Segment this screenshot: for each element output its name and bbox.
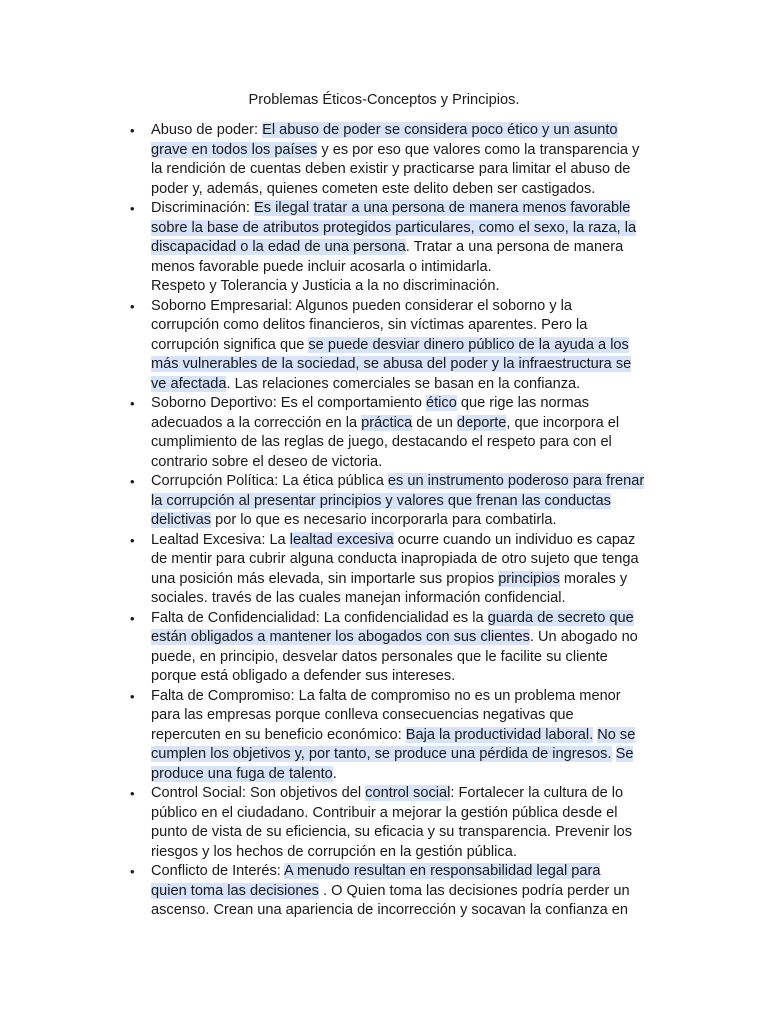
bullet-icon: •: [130, 688, 135, 704]
highlighted-text: El abuso de poder se considera poco ético y un asunto: [262, 122, 618, 138]
text-segment: Falta de Compromiso: La falta de compromiso no es un problema menor: [151, 687, 621, 704]
text-line: [151, 804, 670, 824]
text-segment: .: [332, 765, 337, 782]
text-line: [151, 823, 670, 843]
bullet-icon: •: [130, 396, 135, 411]
highlighted-text: deporte: [456, 414, 507, 431]
text-segment: . Las relaciones comerciales se basan en la confianza.: [226, 375, 581, 392]
list-item: [130, 297, 670, 395]
highlighted-text: están obligados a mantener los abogados con sus clientes: [151, 629, 530, 645]
text-segment: Control Social: Son objetivos del: [151, 785, 366, 801]
highlighted-text: sobre la base de atributos protegidos particulares, como el sexo, la raza, la: [151, 219, 637, 236]
text-line: [151, 336, 670, 356]
text-line: [151, 843, 670, 863]
text-segment: corrupción significa que: [151, 336, 309, 353]
text-segment: contrario sobre el deseo de victoria.: [151, 453, 383, 470]
list-item: [130, 472, 670, 531]
text-line: [151, 726, 670, 746]
text-segment: Lealtad Excesiva: La: [151, 531, 290, 548]
highlighted-text: quien toma las decisiones: [151, 882, 319, 899]
text-line: [151, 589, 670, 609]
list-item: [130, 394, 670, 472]
list-item: [130, 609, 670, 687]
text-line: [151, 706, 670, 726]
text-line: [151, 745, 670, 765]
text-segment: ocurre cuando un individuo es capaz: [393, 531, 636, 548]
text-line: [151, 414, 670, 434]
text-line: [151, 882, 670, 902]
text-segment: . Tratar a una persona de manera: [405, 239, 624, 255]
text-line: [151, 628, 670, 648]
highlighted-text: grave en todos los países: [151, 141, 318, 158]
text-segment: morales y: [559, 570, 628, 587]
text-line: [151, 784, 670, 804]
text-line: [151, 765, 670, 785]
highlighted-text: Se: [615, 746, 634, 762]
text-segment: . O Quien toma las decisiones podría perder un: [318, 882, 630, 899]
text-line: [151, 472, 670, 492]
bullet-icon: •: [130, 201, 135, 216]
list-item: [130, 862, 670, 921]
text-line: [151, 355, 670, 375]
highlighted-text: guarda de secreto que: [487, 609, 634, 626]
text-segment: de mentir para cubrir alguna conducta inapropiada de otro sujeto que tenga: [151, 551, 639, 567]
bullet-icon: •: [130, 786, 135, 801]
bullet-icon: •: [130, 474, 135, 489]
text-line: [151, 570, 670, 590]
text-line: [151, 160, 670, 180]
list-item: [130, 687, 670, 785]
highlighted-text: produce una fuga de talento: [151, 765, 333, 782]
bullet-icon: •: [130, 610, 135, 626]
text-segment: que rige las normas: [456, 395, 590, 411]
text-segment: porque está obligado a defender sus intereses.: [151, 668, 456, 684]
text-line: [151, 316, 670, 336]
text-segment: una posición más elevada, sin importarle sus propios: [151, 570, 499, 587]
text-line: [151, 180, 670, 200]
text-segment: público en el ciudadano. Contribuir a mejorar la gestión pública desde el: [151, 804, 618, 821]
text-segment: menos favorable puede incluir acosarla o intimidarla.: [151, 258, 492, 275]
text-segment: Soborno Empresarial: Algunos pueden considerar el soborno y la: [151, 297, 573, 314]
text-segment: Conflicto de Interés:: [151, 863, 285, 879]
page-title: Problemas Éticos-Conceptos y Principios.: [248, 92, 520, 108]
text-line: [151, 375, 670, 395]
highlighted-text: Baja la productividad laboral.: [405, 726, 594, 743]
text-line: [151, 433, 670, 453]
highlighted-text: más vulnerables de la sociedad, se abusa del poder y la infraestructura se: [151, 356, 632, 372]
text-line: [151, 609, 670, 629]
text-segment: para las empresas porque conlleva consecuencias negativas que: [151, 707, 574, 723]
bullet-icon: •: [130, 298, 135, 314]
bullet-icon: •: [130, 123, 135, 138]
highlighted-text: cumplen los objetivos y, por tanto, se produce una pérdida de ingresos.: [151, 746, 612, 762]
bullet-list: [130, 121, 670, 921]
text-segment: Falta de Confidencialidad: La confidencialidad es la: [151, 609, 488, 626]
text-segment: riesgos y los hechos de corrupción en la gestión pública.: [151, 843, 517, 860]
text-line: [151, 238, 670, 258]
text-segment: : Fortalecer la cultura de lo: [450, 785, 624, 801]
text-segment: ascenso. Crean una apariencia de incorrección y socavan la confianza en: [151, 902, 629, 918]
list-item: [130, 199, 670, 297]
text-line: [151, 862, 670, 882]
text-segment: por lo que es necesario incorporarla para combatirla.: [211, 512, 557, 528]
text-segment: poder y, además, quienes cometen este delito deben ser castigados.: [151, 180, 596, 197]
text-segment: Soborno Deportivo: Es el comportamiento: [151, 395, 426, 411]
text-segment: punto de vista de su eficiencia, su eficacia y su transparencia. Prevenir los: [151, 824, 633, 840]
text-segment: y es por eso que valores como la transparencia y: [317, 141, 640, 158]
text-line: [151, 901, 670, 921]
text-segment: de un: [412, 414, 457, 431]
highlighted-text: lealtad excesiva: [289, 531, 394, 548]
text-line: [151, 141, 670, 161]
text-line: [151, 394, 670, 414]
text-segment: puede, en principio, desvelar datos personales que le facilite su cliente: [151, 648, 608, 665]
text-line: [151, 453, 670, 473]
highlighted-text: control social: [365, 785, 451, 801]
list-item: [130, 531, 670, 609]
text-line: [151, 199, 670, 219]
text-segment: Discriminación:: [151, 200, 254, 216]
text-line: [151, 219, 670, 239]
text-segment: . Un abogado no: [529, 629, 638, 645]
list-item: [130, 121, 670, 199]
text-line: [151, 258, 670, 278]
highlighted-text: principios: [498, 570, 560, 587]
text-line: [151, 492, 670, 512]
text-line: [151, 687, 670, 707]
highlighted-text: A menudo resultan en responsabilidad legal para: [284, 863, 601, 879]
text-segment: la rendición de cuentas deben existir y practicarse para limitar el abuso de: [151, 161, 631, 177]
text-segment: repercuten en su beneficio económico:: [151, 726, 406, 743]
highlighted-text: se puede desviar dinero público de la ayuda a los: [308, 336, 629, 353]
text-segment: sociales. través de las cuales manejan información confidencial.: [151, 590, 566, 606]
highlighted-text: ve afectada: [151, 375, 227, 392]
text-segment: [612, 746, 616, 762]
text-line: [151, 550, 670, 570]
highlighted-text: ético: [426, 395, 457, 411]
highlighted-text: la corrupción al presentar principios y valores que frenan las conductas: [151, 492, 611, 509]
text-segment: Corrupción Política: La ética pública: [151, 473, 388, 489]
text-segment: Respeto y Tolerancia y Justicia a la no discriminación.: [151, 278, 500, 294]
text-segment: cumplimiento de las reglas de juego, destacando el respeto para con el: [151, 434, 612, 450]
bullet-icon: •: [130, 864, 135, 879]
text-line: [151, 667, 670, 687]
highlighted-text: discapacidad o la edad de una persona: [151, 239, 406, 255]
highlighted-text: práctica: [361, 414, 413, 431]
highlighted-text: Es ilegal tratar a una persona de manera menos favorable: [254, 200, 631, 216]
list-item: [130, 784, 670, 862]
text-line: [151, 277, 670, 297]
text-line: [151, 121, 670, 141]
text-segment: adecuados a la corrección en la: [151, 414, 362, 431]
bullet-icon: •: [130, 532, 135, 548]
text-line: [151, 648, 670, 668]
highlighted-text: delictivas: [151, 512, 212, 528]
text-line: [151, 511, 670, 531]
highlighted-text: es un instrumento poderoso para frenar: [387, 473, 645, 489]
text-segment: Abuso de poder:: [151, 122, 263, 138]
text-line: [151, 297, 670, 317]
text-segment: , que incorpora el: [506, 414, 620, 431]
text-segment: corrupción como delitos financieros, sin víctimas aparentes. Pero la: [151, 317, 588, 333]
highlighted-text: No se: [597, 726, 636, 743]
text-line: [151, 531, 670, 551]
